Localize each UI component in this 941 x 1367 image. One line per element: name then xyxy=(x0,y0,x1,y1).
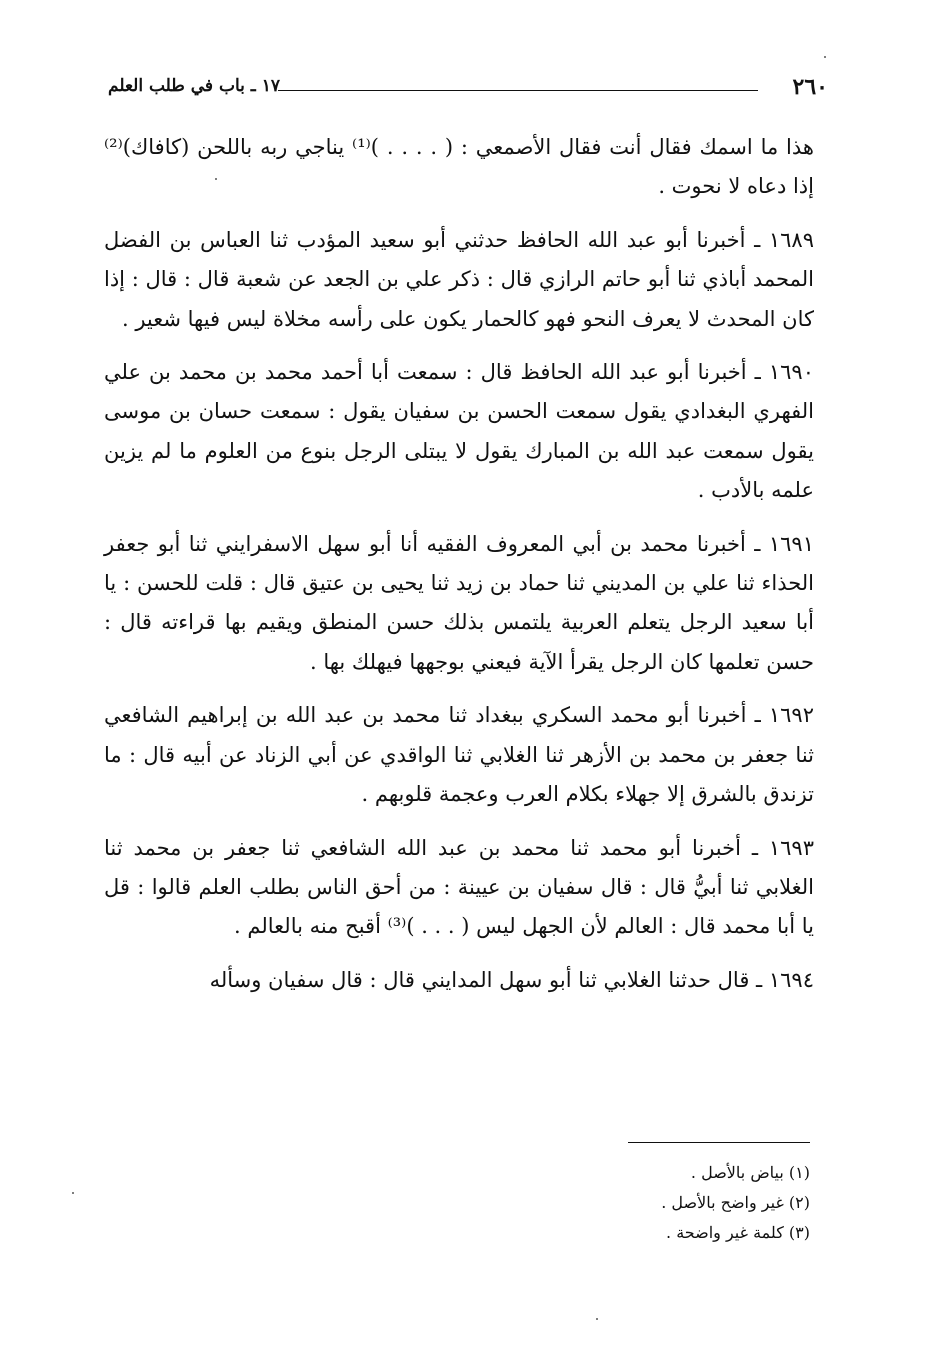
footnote-3: (٣) كلمة غير واضحة . xyxy=(666,1223,810,1242)
paragraph-continuation: هذا ما اسمك فقال أنت فقال الأصمعي : ( . . . . )⁽¹⁾ يناجي ربه باللحن (كافاك)⁽²⁾ إذا دعاه لا نحوت . xyxy=(104,135,814,199)
header-rule xyxy=(278,90,758,91)
body-text xyxy=(104,128,814,1014)
paragraph-1691: ١٦٩١ ـ أخبرنا محمد بن أبي المعروف الفقيه أنا أبو سهل الاسفرايني ثنا أبو جعفر الحذاء ثنا علي بن المديني ثنا حماد بن زيد ثنا يحيى بن عتيق قال : قلت للحسن : يا أبا سعيد الرجل يتعلم العربية يلتمس بذلك حسن المنطق ويقيم بها قراءته قال : حسن تعلمها كان الرجل يقرأ الآية فيعني بوجهها فيهلك بها . xyxy=(104,531,814,674)
footnote-rule xyxy=(628,1142,810,1143)
footnote-1: (١) بياض بالأصل . xyxy=(690,1163,810,1182)
scan-speck xyxy=(824,56,826,58)
page-number: ٢٦٠ xyxy=(792,74,828,100)
page-header xyxy=(108,70,828,106)
footnote-2: (٢) غير واضح بالأصل . xyxy=(661,1193,810,1212)
paragraph-1692: ١٦٩٢ ـ أخبرنا أبو محمد السكري ببغداد ثنا محمد بن عبد الله بن إبراهيم الشافعي ثنا جعفر بن محمد بن الأزهر ثنا الغلابي ثنا الواقدي عن أبي الزناد عن أبيه قال : ما تزندق بالشرق إلا جهلاء بكلام العرب وعجمة قلوبهم . xyxy=(104,703,814,807)
scan-speck xyxy=(72,1192,74,1194)
paragraph-1693: ١٦٩٣ ـ أخبرنا أبو محمد ثنا محمد بن عبد الله الشافعي ثنا جعفر بن محمد ثنا الغلابي ثنا أبيُّ قال : قال سفيان بن عيينة : من أحق الناس بطلب العلم قالوا : قل يا أبا محمد قال : العالم لأن الجهل ليس ( . . . )⁽³⁾ أقبح منه بالعالم . xyxy=(104,835,814,939)
footnotes xyxy=(430,1158,810,1248)
chapter-title: ١٧ ـ باب في طلب العلم xyxy=(108,76,280,96)
paragraph-1694: ١٦٩٤ ـ قال حدثنا الغلابي ثنا أبو سهل المدايني قال : قال سفيان وسأله xyxy=(209,967,814,992)
scan-speck xyxy=(596,1318,598,1320)
scan-speck xyxy=(215,178,217,180)
paragraph-1690: ١٦٩٠ ـ أخبرنا أبو عبد الله الحافظ قال : سمعت أبا أحمد محمد بن محمد بن علي الفهري البغدادي يقول سمعت الحسن بن سفيان يقول : سمعت حسان بن موسى يقول سمعت عبد الله بن المبارك يقول لا يبتلى الرجل بنوع من العلوم ما لم يزين علمه بالأدب . xyxy=(104,360,814,503)
paragraph-1689: ١٦٨٩ ـ أخبرنا أبو عبد الله الحافظ حدثني أبو سعيد المؤدب ثنا العباس بن الفضل المحمد أباذي ثنا أبو حاتم الرازي قال : ذكر علي بن الجعد عن شعبة قال : قال : إذا كان المحدث لا يعرف النحو فهو كالحمار يكون على رأسه مخلاة ليس فيها شعير . xyxy=(104,227,814,331)
